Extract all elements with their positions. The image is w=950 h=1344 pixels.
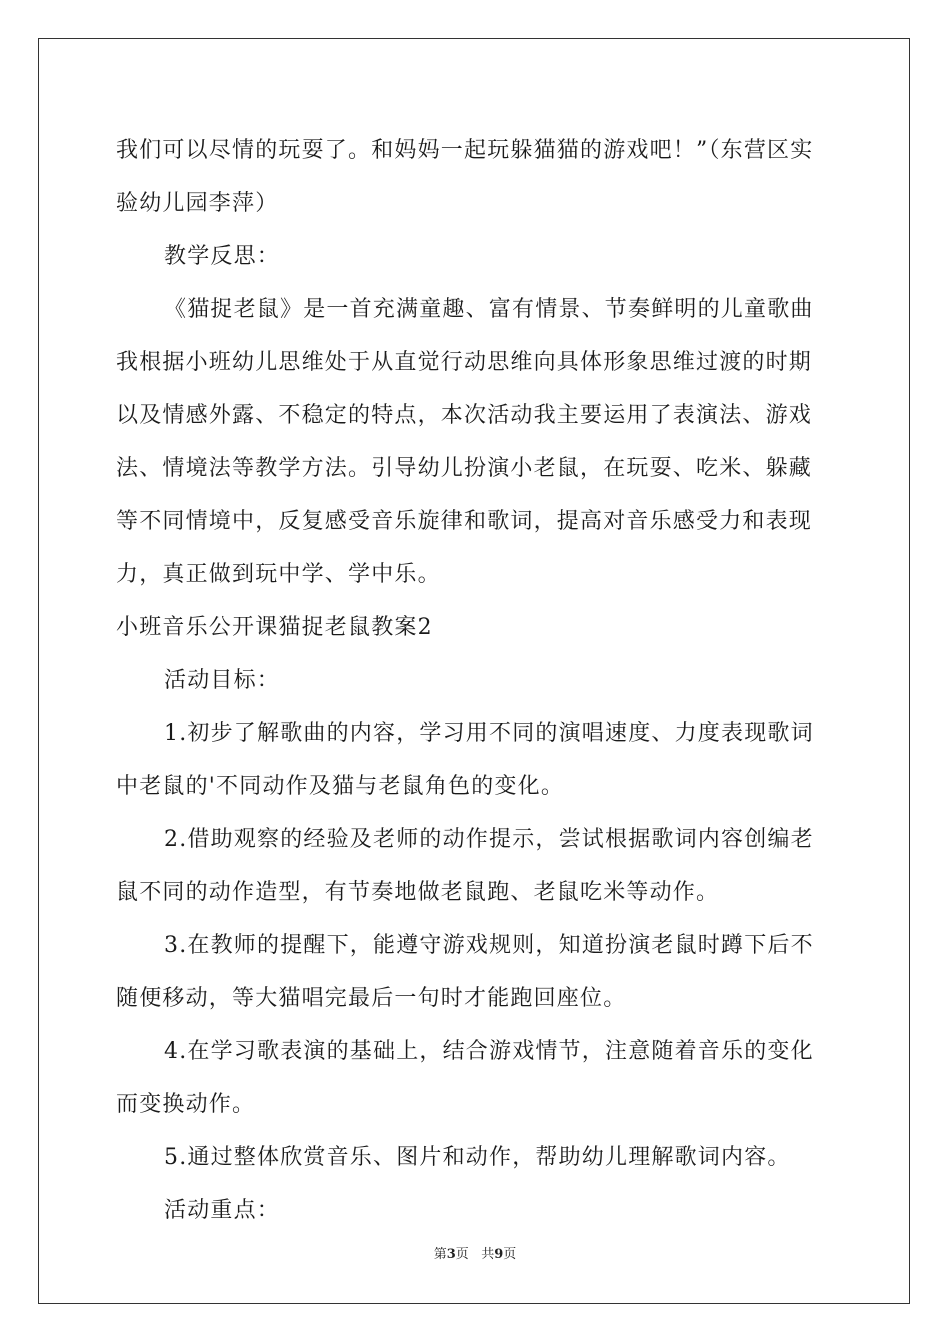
heading-teaching-reflection: 教学反思： — [164, 244, 281, 269]
heading-activity-goals: 活动目标： — [164, 668, 281, 693]
goal-item-4: 4.在学习歌表演的基础上，结合游戏情节，注意随着音乐的变化而变换动作。 — [116, 1039, 814, 1117]
page-suffix: 页 — [455, 1247, 469, 1262]
goal-item-1: 1.初步了解歌曲的内容，学习用不同的演唱速度、力度表现歌词中老鼠的'不同动作及猫与老鼠角色的变化。 — [116, 721, 814, 799]
goal-item-2: 2.借助观察的经验及老师的动作提示，尝试根据歌词内容创编老鼠不同的动作造型，有节奏地做老鼠跑、老鼠吃米等动作。 — [116, 827, 814, 905]
goal-item-3: 3.在教师的提醒下，能遵守游戏规则，知道扮演老鼠时蹲下后不随便移动，等大猫唱完最后一句时才能跑回座位。 — [116, 933, 814, 1011]
paragraph-reflection: 《猫捉老鼠》是一首充满童趣、富有情景、节奏鲜明的儿童歌曲我根据小班幼儿思维处于从直觉行动思维向具体形象思维过渡的时期以及情感外露、不稳定的特点，本次活动我主要运用了表演法、游戏法、情境法等教学方法。引导幼儿扮演小老鼠，在玩耍、吃米、躲藏等不同情境中，反复感受音乐旋律和歌词，提高对音乐感受力和表现力，真正做到玩中学、学中乐。 — [116, 297, 814, 587]
page-prefix: 第 — [433, 1247, 447, 1262]
goal-item-5: 5.通过整体欣赏音乐、图片和动作，帮助幼儿理解歌词内容。 — [164, 1145, 791, 1170]
section-title: 小班音乐公开课猫捉老鼠教案2 — [116, 615, 433, 640]
total-prefix: 共 — [481, 1247, 495, 1262]
document-body — [116, 124, 834, 1237]
heading-activity-focus: 活动重点： — [164, 1198, 281, 1223]
page-number: 3 — [446, 1247, 456, 1262]
paragraph-intro-end: 我们可以尽情的玩耍了。和妈妈一起玩躲猫猫的游戏吧！”（东营区实验幼儿园李萍） — [116, 138, 814, 216]
page-footer — [0, 1243, 950, 1262]
total-suffix: 页 — [503, 1247, 517, 1262]
total-pages: 9 — [494, 1247, 504, 1262]
